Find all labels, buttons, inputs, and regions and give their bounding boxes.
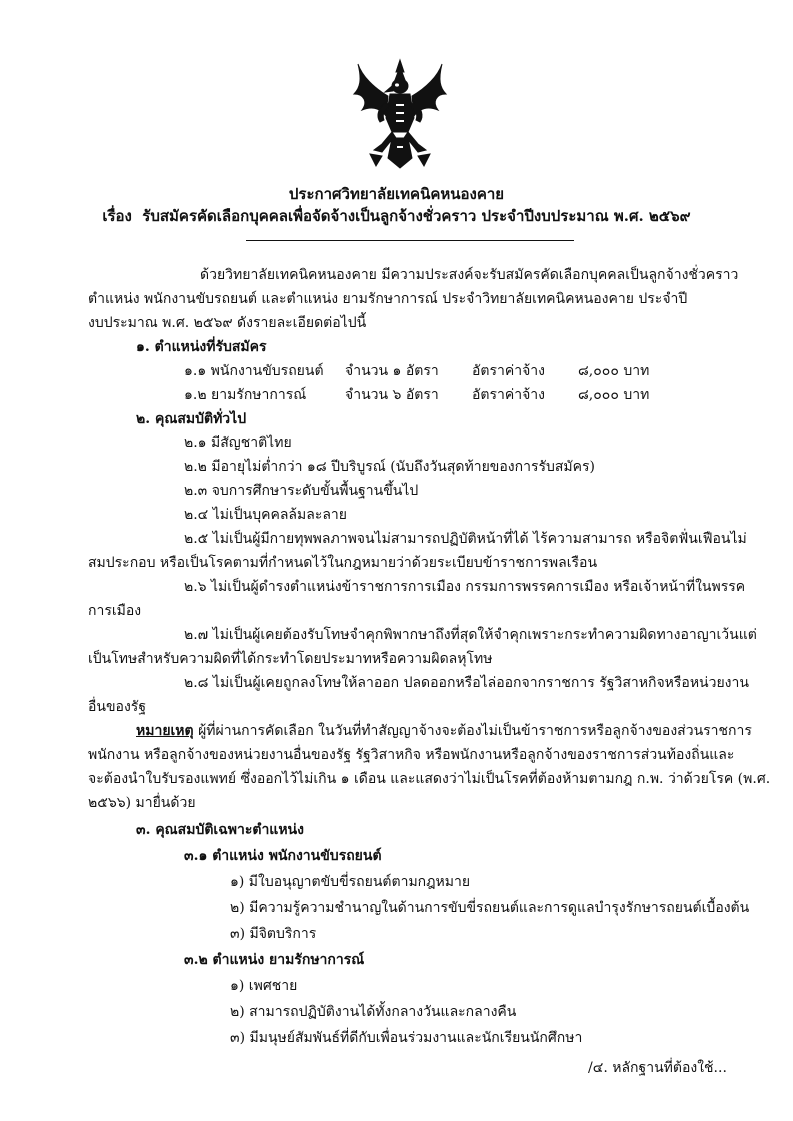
announcement-title: ประกาศวิทยาลัยเทคนิคหนองคาย xyxy=(288,185,505,203)
position-2-wage-label: อัตราค่าจ้าง xyxy=(472,387,546,403)
qualification-2-3: ๒.๓ จบการศึกษาระดับขั้นพื้นฐานขึ้นไป xyxy=(184,483,419,499)
continuation-note: /๔. หลักฐานที่ต้องใช้... xyxy=(588,1060,727,1076)
intro-line-3: งบประมาณ พ.ศ. ๒๕๖๙ ดังรายละเอียดต่อไปนี้ xyxy=(88,315,367,331)
qualification-2-6-line-2: การเมือง xyxy=(88,603,142,619)
position-2-count: จำนวน ๖ อัตรา xyxy=(345,387,439,403)
subject-label: เรื่อง xyxy=(102,207,132,225)
position-1-wage: ๘,๐๐๐ บาท xyxy=(578,363,650,379)
section-3-heading: ๓. คุณสมบัติเฉพาะตำแหน่ง xyxy=(136,822,304,838)
position-1-name: ๑.๑ พนักงานขับรถยนต์ xyxy=(184,363,324,379)
driver-requirement-2: ๒) มีความรู้ความชำนาญในด้านการขับขี่รถยนต์และการดูแลบำรุงรักษารถยนต์เบื้องต้น xyxy=(230,900,750,916)
intro-line-1: ด้วยวิทยาลัยเทคนิคหนองคาย มีความประสงค์จะรับสมัครคัดเลือกบุคคลเป็นลูกจ้างชั่วคราว xyxy=(200,267,739,283)
qualification-2-4: ๒.๔ ไม่เป็นบุคคลล้มละลาย xyxy=(184,507,347,523)
subject-text: รับสมัครคัดเลือกบุคคลเพื่อจัดจ้างเป็นลูกจ้างชั่วคราว ประจำปีงบประมาณ พ.ศ. ๒๕๖๙ xyxy=(142,207,691,225)
guard-requirement-1: ๑) เพศชาย xyxy=(230,978,298,994)
qualification-2-5-line-2: สมประกอบ หรือเป็นโรคตามที่กำหนดไว้ในกฎหมายว่าด้วยระเบียบข้าราชการพลเรือน xyxy=(88,555,598,571)
remark-label: หมายเหตุ xyxy=(136,723,194,739)
qualification-2-8-line-1: ๒.๘ ไม่เป็นผู้เคยถูกลงโทษให้ลาออก ปลดออกหรือไล่ออกจากราชการ รัฐวิสาหกิจหรือหน่วยงาน xyxy=(184,675,749,691)
qualification-2-7-line-2: เป็นโทษสำหรับความผิดที่ได้กระทำโดยประมาทหรือความผิดลหุโทษ xyxy=(88,651,493,667)
intro-line-2: ตำแหน่ง พนักงานขับรถยนต์ และตำแหน่ง ยามรักษาการณ์ ประจำวิทยาลัยเทคนิคหนองคาย ประจำปี xyxy=(88,291,688,307)
section-2-heading: ๒. คุณสมบัติทั่วไป xyxy=(136,411,247,427)
position-2-wage: ๘,๐๐๐ บาท xyxy=(578,387,650,403)
remark-line-2: พนักงาน หรือลูกจ้างของหน่วยงานอื่นของรัฐ รัฐวิสาหกิจ หรือพนักงานหรือลูกจ้างของราชการส่วนท้องถิ่นและ xyxy=(88,747,735,763)
position-1-wage-label: อัตราค่าจ้าง xyxy=(472,363,546,379)
qualification-2-7-line-1: ๒.๗ ไม่เป็นผู้เคยต้องรับโทษจำคุกพิพากษาถึงที่สุดให้จำคุกเพราะกระทำความผิดทางอาญาเว้นแต่ xyxy=(184,627,757,643)
qualification-2-1: ๒.๑ มีสัญชาติไทย xyxy=(184,435,292,451)
remark-text-1: ผู้ที่ผ่านการคัดเลือก ในวันที่ทำสัญญาจ้างจะต้องไม่เป็นข้าราชการหรือลูกจ้างของส่วนราชการ xyxy=(193,723,752,739)
qualification-2-8-line-2: อื่นของรัฐ xyxy=(88,699,147,715)
remark-line-3: จะต้องนำใบรับรองแพทย์ ซึ่งออกไว้ไม่เกิน ๑ เดือน และแสดงว่าไม่เป็นโรคที่ต้องห้ามตามกฎ ก.พ. ว่าด้วยโรค (พ.ศ. xyxy=(88,771,771,787)
announcement-subject xyxy=(0,204,793,228)
header-divider xyxy=(246,240,574,241)
garuda-emblem-icon xyxy=(352,58,448,176)
remark-line-1 xyxy=(136,721,752,741)
driver-requirement-3: ๓) มีจิตบริการ xyxy=(230,926,317,942)
section-3-2-heading: ๓.๒ ตำแหน่ง ยามรักษาการณ์ xyxy=(184,952,365,968)
qualification-2-5-line-1: ๒.๕ ไม่เป็นผู้มีกายทุพพลภาพจนไม่สามารถปฏิบัติหน้าที่ได้ ไร้ความสามารถ หรือจิตฟั่นเฟือนไม่ xyxy=(184,531,747,547)
section-3-1-heading: ๓.๑ ตำแหน่ง พนักงานขับรถยนต์ xyxy=(184,848,382,864)
remark-line-4: ๒๕๖๖) มายื่นด้วย xyxy=(88,795,196,811)
qualification-2-2: ๒.๒ มีอายุไม่ต่ำกว่า ๑๘ ปีบริบูรณ์ (นับถึงวันสุดท้ายของการรับสมัคร) xyxy=(184,459,595,475)
section-1-heading: ๑. ตำแหน่งที่รับสมัคร xyxy=(136,339,267,355)
position-1-count: จำนวน ๑ อัตรา xyxy=(345,363,439,379)
driver-requirement-1: ๑) มีใบอนุญาตขับขี่รถยนต์ตามกฎหมาย xyxy=(230,874,471,890)
guard-requirement-2: ๒) สามารถปฏิบัติงานได้ทั้งกลางวันและกลางคืน xyxy=(230,1004,517,1020)
guard-requirement-3: ๓) มีมนุษย์สัมพันธ์ที่ดีกับเพื่อนร่วมงานและนักเรียนนักศึกษา xyxy=(230,1030,583,1046)
position-2-name: ๑.๒ ยามรักษาการณ์ xyxy=(184,387,307,403)
qualification-2-6-line-1: ๒.๖ ไม่เป็นผู้ดำรงตำแหน่งข้าราชการการเมือง กรรมการพรรคการเมือง หรือเจ้าหน้าที่ในพรรค xyxy=(184,579,746,595)
